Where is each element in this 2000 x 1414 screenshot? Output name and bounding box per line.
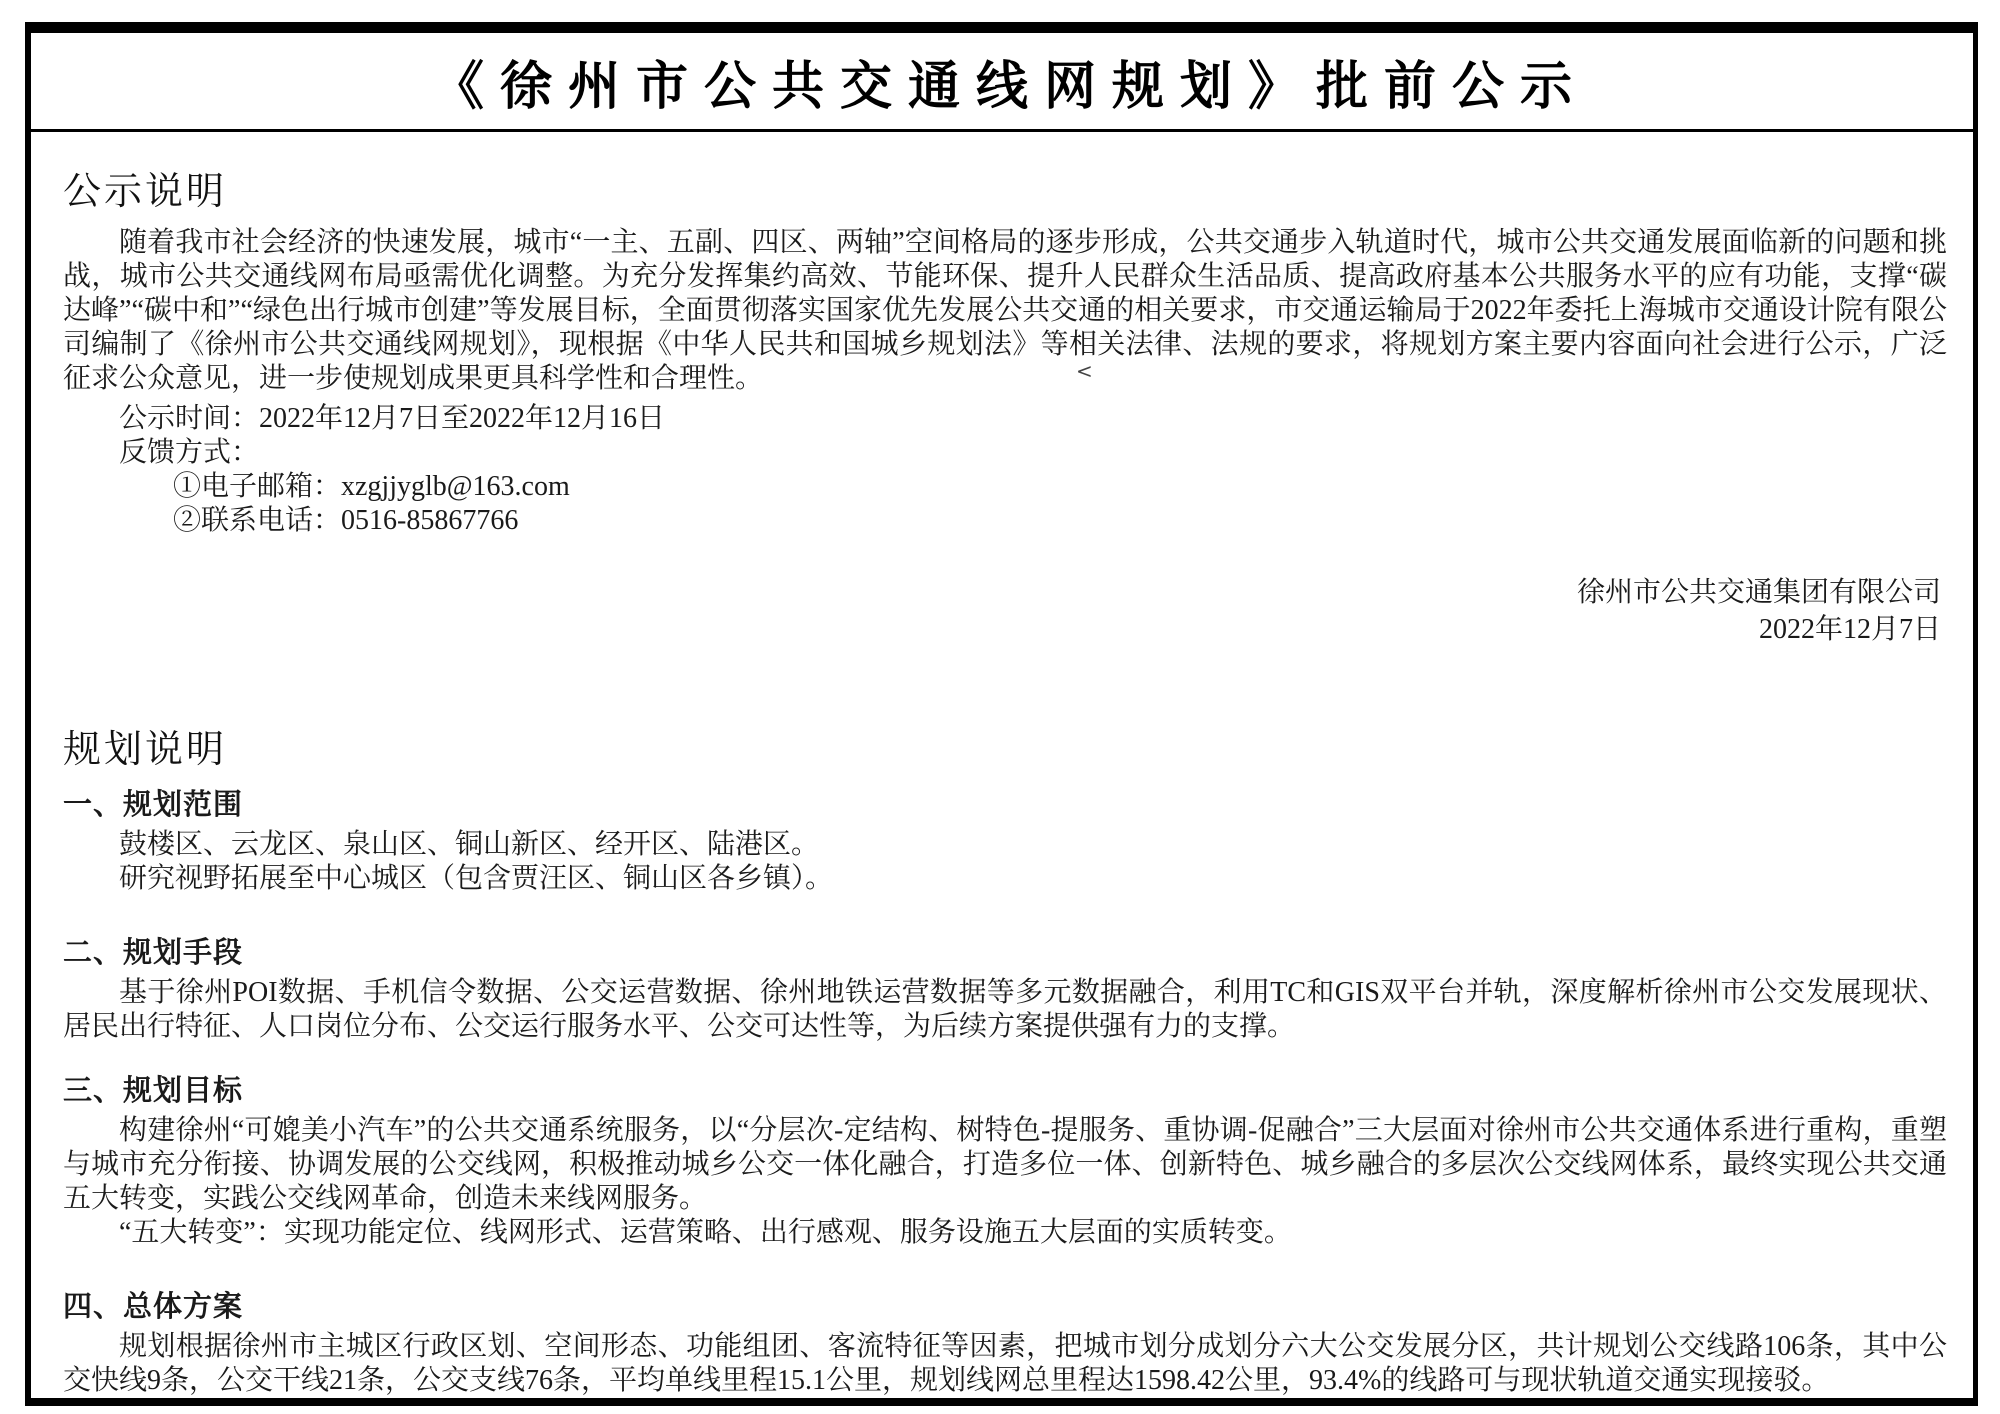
plan-section-heading: 规划说明 [63, 729, 228, 771]
signature-date: 2022年12月7日 [1758, 614, 1941, 645]
subsection-paragraph: “五大转变”：实现功能定位、线网形式、运营策略、出行感观、服务设施五大层面的实质转变。 [119, 1217, 1292, 1248]
subsection-paragraph: 构建徐州“可媲美小汽车”的公共交通系统服务，以“分层次-定结构、树特色-提服务、重协调-促融合”三大层面对徐州市公共交通体系进行重构，重塑与城市充分衔接、协调发展的公交线网，积极推动城乡公交一体化融合，打造多位一体、创新特色、城乡融合的多层次公交线网体系，最终实现公共交通五大转变，实践公交线网革命，创造未来线网服务。 [63, 1115, 1947, 1214]
subsection-paragraph: 基于徐州POI数据、手机信令数据、公交运营数据、徐州地铁运营数据等多元数据融合，利用TC和GIS双平台并轨，深度解析徐州市公交发展现状、居民出行特征、人口岗位分布、公交运行服务水平、公交可达性等，为后续方案提供强有力的支撑。 [63, 977, 1947, 1042]
subsection-title: 四、总体方案 [63, 1291, 244, 1323]
subsection-paragraph: 鼓楼区、云龙区、泉山区、铜山新区、经开区、陆港区。 [119, 829, 820, 860]
subsection-planning-method [63, 936, 1947, 1044]
notice-paragraph: 随着我市社会经济的快速发展，城市“一主、五副、四区、两轴”空间格局的逐步形成，公共交通步入轨道时代，城市公共交通发展面临新的问题和挑战，城市公共交通线网布局亟需优化调整。为充分发挥集约高效、节能环保、提升人民群众生活品质、提高政府基本公共服务水平的应有功能，支撑“碳达峰”“碳中和”“绿色出行城市创建”等发展目标，全面贯彻落实国家优先发展公共交通的相关要求，市交通运输局于2022年委托上海城市交通设计院有限公司编制了《徐州市公共交通线网规划》，现根据《中华人民共和国城乡规划法》等相关法律、法规的要求，将规划方案主要内容面向社会进行公示，广泛征求公众意见，进一步使规划成果更具科学性和合理性。 [63, 227, 1947, 394]
subsection-title: 二、规划手段 [63, 937, 244, 969]
subsection-title: 三、规划目标 [63, 1075, 244, 1107]
document-content [31, 170, 1973, 1398]
subsection-paragraph: 规划根据徐州市主城区行政区划、空间形态、功能组团、客流特征等因素，把城市划分成划分六大公交发展分区，共计规划公交线路106条，其中公交快线9条，公交干线21条，公交支线76条，平均单线里程15.1公里，规划线网总里程达1598.42公里，93.4%的线路可与现状轨道交通实现接驳。 [63, 1331, 1947, 1396]
notice-section-heading: 公示说明 [63, 171, 228, 213]
subsection-planning-goal [63, 1074, 1947, 1250]
subsection-overall-scheme [63, 1290, 1947, 1398]
document-page-frame [25, 22, 1978, 1406]
feedback-email-line: ①电子邮箱：xzgjjyglb@163.com [173, 471, 570, 502]
feedback-phone-line: ②联系电话：0516-85867766 [173, 505, 519, 536]
publicity-time-line: 公示时间：2022年12月7日至2022年12月16日 [119, 403, 666, 434]
subsection-title: 一、规划范围 [63, 789, 244, 821]
subsection-planning-scope [63, 788, 1947, 896]
subsection-paragraph: 研究视野拓展至中心城区（包含贾汪区、铜山区各乡镇）。 [119, 863, 834, 894]
feedback-method-label: 反馈方式： [119, 437, 260, 468]
scan-artifact-mark: < [1076, 359, 1093, 383]
document-title: 《徐州市公共交通线网规划》批前公示 [431, 58, 1588, 116]
title-bar [31, 33, 1973, 132]
signature-organization: 徐州市公共交通集团有限公司 [1576, 577, 1941, 608]
signature-block [63, 574, 1947, 648]
